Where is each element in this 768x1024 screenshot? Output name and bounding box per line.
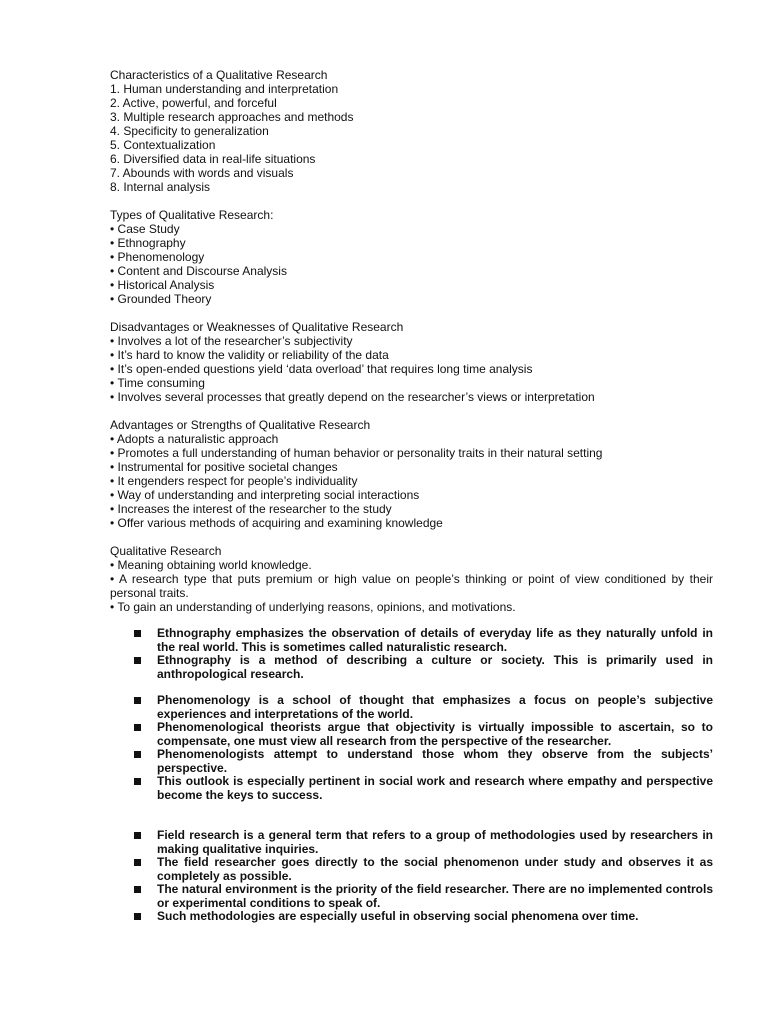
qualitative-research-section xyxy=(110,544,713,614)
bullet-item xyxy=(134,721,713,748)
types-section xyxy=(110,208,713,306)
bullet-text: Phenomenologists attempt to understand those whom they observe from the subjects’ perspective. xyxy=(157,747,713,775)
list-item: 4. Specificity to generalization xyxy=(110,124,269,138)
list-item: • Meaning obtaining world knowledge. xyxy=(110,558,312,572)
square-bullet-icon xyxy=(134,859,141,866)
list-item: • Involves several processes that greatly depend on the researcher’s views or interpretation xyxy=(110,390,595,404)
bullet-text: The field researcher goes directly to the social phenomenon under study and observes it as completely as possible. xyxy=(157,855,713,883)
bullet-item xyxy=(134,829,713,856)
list-item: • Grounded Theory xyxy=(110,292,212,306)
bullet-text: Ethnography is a method of describing a culture or society. This is primarily used in anthropological research. xyxy=(157,653,713,681)
list-item: • Increases the interest of the researcher to the study xyxy=(110,502,392,516)
list-item: • Way of understanding and interpreting social interactions xyxy=(110,488,420,502)
bullet-item xyxy=(134,627,713,654)
list-item: • Historical Analysis xyxy=(110,278,215,292)
list-item: • To gain an understanding of underlying reasons, opinions, and motivations. xyxy=(110,600,516,614)
list-item: 2. Active, powerful, and forceful xyxy=(110,96,277,110)
list-item: 8. Internal analysis xyxy=(110,180,211,194)
list-item: • It’s open-ended questions yield ‘data overload’ that requires long time analysis xyxy=(110,362,533,376)
list-item: • It’s hard to know the validity or reliability of the data xyxy=(110,348,389,362)
square-bullet-icon xyxy=(134,913,141,920)
list-item: • Time consuming xyxy=(110,376,205,390)
list-item: • Instrumental for positive societal changes xyxy=(110,460,338,474)
list-item: 5. Contextualization xyxy=(110,138,216,152)
ethnography-group xyxy=(134,627,713,681)
bullet-item xyxy=(134,694,713,721)
bullet-text: Phenomenological theorists argue that objectivity is virtually impossible to ascertain, so to compensate, one must view all research from the perspective of the researcher. xyxy=(157,720,713,748)
list-item: • Content and Discourse Analysis xyxy=(110,264,287,278)
list-item: • Promotes a full understanding of human behavior or personality traits in their natural setting xyxy=(110,446,603,460)
list-item: • A research type that puts premium or high value on people’s thinking or point of view conditioned by their personal traits. xyxy=(110,572,713,600)
list-item: • Case Study xyxy=(110,222,180,236)
section-title: Disadvantages or Weaknesses of Qualitative Research xyxy=(110,320,404,334)
bullet-item xyxy=(134,748,713,775)
list-item: • Offer various methods of acquiring and examining knowledge xyxy=(110,516,443,530)
list-item: • It engenders respect for people’s individuality xyxy=(110,474,358,488)
list-item: 6. Diversified data in real-life situations xyxy=(110,152,316,166)
square-bullet-icon xyxy=(134,832,141,839)
phenomenology-group xyxy=(134,694,713,802)
bullet-item xyxy=(134,856,713,883)
square-bullet-icon xyxy=(134,751,141,758)
bullet-item xyxy=(134,654,713,681)
list-item: • Phenomenology xyxy=(110,250,205,264)
bullet-item xyxy=(134,883,713,910)
section-title: Advantages or Strengths of Qualitative Research xyxy=(110,418,371,432)
field-research-group xyxy=(134,829,713,924)
square-bullet-icon xyxy=(134,697,141,704)
section-title: Qualitative Research xyxy=(110,544,222,558)
square-bullet-icon xyxy=(134,657,141,664)
list-item: 3. Multiple research approaches and methods xyxy=(110,110,354,124)
disadvantages-section xyxy=(110,320,713,404)
bullet-text: Ethnography emphasizes the observation of details of everyday life as they naturally unfold in the real world. This is sometimes called naturalistic research. xyxy=(157,626,713,654)
list-item: • Involves a lot of the researcher’s subjectivity xyxy=(110,334,353,348)
bullet-text: Phenomenology is a school of thought that emphasizes a focus on people’s subjective experiences and interpretations of the world. xyxy=(157,693,713,721)
bullet-text: The natural environment is the priority of the field researcher. There are no implemented controls or experimental conditions to speak of. xyxy=(157,882,713,910)
bullet-notes xyxy=(134,627,713,924)
bullet-text: Field research is a general term that refers to a group of methodologies used by researchers in making qualitative inquiries. xyxy=(157,828,713,856)
list-item: • Ethnography xyxy=(110,236,186,250)
square-bullet-icon xyxy=(134,630,141,637)
list-item: 7. Abounds with words and visuals xyxy=(110,166,294,180)
list-item: • Adopts a naturalistic approach xyxy=(110,432,279,446)
list-item: 1. Human understanding and interpretation xyxy=(110,82,339,96)
advantages-section xyxy=(110,418,713,530)
square-bullet-icon xyxy=(134,886,141,893)
bullet-item xyxy=(134,910,713,924)
bullet-item xyxy=(134,775,713,802)
bullet-text: Such methodologies are especially useful in observing social phenomena over time. xyxy=(157,909,639,923)
square-bullet-icon xyxy=(134,778,141,785)
bullet-text: This outlook is especially pertinent in social work and research where empathy and perspective become the keys to success. xyxy=(157,774,713,802)
square-bullet-icon xyxy=(134,724,141,731)
section-title: Types of Qualitative Research: xyxy=(110,208,274,222)
characteristics-section xyxy=(110,68,713,194)
section-title: Characteristics of a Qualitative Research xyxy=(110,68,328,82)
